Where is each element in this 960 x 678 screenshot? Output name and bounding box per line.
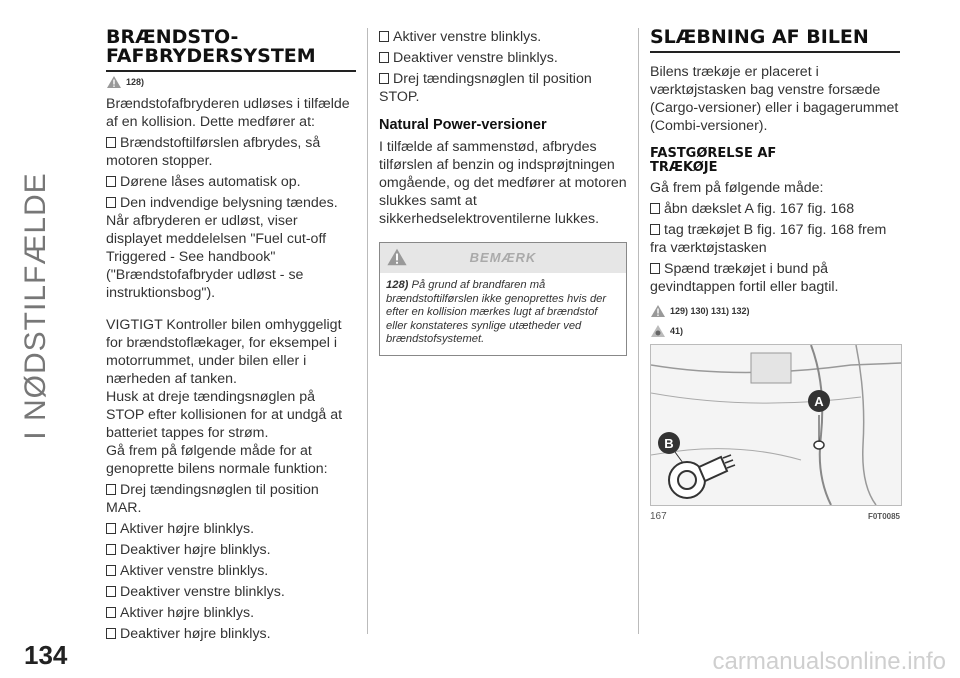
display-note: Når afbryderen er udløst, viser displayet meddelelsen "Fuel cut-off Triggered - See handbook" ("Brændstofafbryder udløst - se instruktionsbog"). [106,213,327,301]
warning-triangle-icon [650,304,666,318]
list-item: tag trækøjet B fig. 167 fig. 168 frem fra værktøjstasken [650,221,900,257]
tow-eye-heading: FASTGØRELSE AF TRÆKØJE [650,146,777,175]
note-text: På grund af brandfaren må brændstoftilførslen ikke genoprettes hvis der efter en kollision mærkes lugt af brændstof eller konstateres synlige utætheder ved brændstofsystemet. [386,279,607,345]
natural-power-heading: Natural Power-versioner [379,117,547,133]
figure-caption [650,508,900,526]
column-fuel-cutoff [106,28,356,646]
list-item: Aktiver venstre blinklys. [379,28,627,46]
list-item: Deaktiver højre blinklys. [106,541,356,559]
list-item: Brændstoftilførslen afbrydes, så motoren stopper. [106,134,356,170]
column-divider [638,28,639,634]
list-item: Drej tændingsnøglen til position STOP. [379,70,627,106]
list-item: Aktiver højre blinklys. [106,520,356,538]
warning-reference: 128) [106,75,356,89]
section-title: BRÆNDSTO- FAFBRYDERSYSTEM [106,28,356,72]
towing-title: SLÆBNING AF BILEN [650,28,900,53]
tow-eye-illustration [651,345,901,505]
caution-icon [650,324,666,338]
warning-references: 129) 130) 131) 132) [650,304,900,318]
warning-triangle-icon [386,247,408,267]
towing-intro: Bilens trækøje er placeret i værktøjstasken bag venstre forsæde (Cargo-versioner) eller i bagagerummet (Combi-versioner). [650,64,899,134]
tow-eye-figure [650,344,902,506]
list-item: Den indvendige belysning tændes. [106,194,356,212]
steps-intro: Gå frem på følgende måde: [650,180,824,196]
list-item: Dørene låses automatisk op. [106,173,356,191]
warning-triangle-icon [106,75,122,89]
chapter-sidebar [6,26,66,586]
remember-text: Husk at dreje tændingsnøglen på STOP efter kollisionen for at undgå at batteriet tappes for strøm. [106,389,343,441]
figure-label-b: B [664,436,674,451]
list-item: Drej tændingsnøglen til position MAR. [106,481,356,517]
page-number: 134 [24,640,68,670]
list-item: Deaktiver højre blinklys. [106,625,356,643]
note-body [380,273,626,355]
chapter-title: I NØDSTILFÆLDE [19,172,52,440]
note-box [379,242,627,356]
caution-references: 41) [650,324,900,338]
column-divider [367,28,368,634]
intro-text: Brændstofafbryderen udløses i tilfælde af en kollision. Dette medfører at: [106,96,350,130]
list-item: åbn dækslet A fig. 167 fig. 168 [650,200,900,218]
watermark: carmanualsonline.info [712,648,946,675]
natural-power-text: I tilfælde af sammenstød, afbrydes tilførslen af benzin og indsprøjtningen omgående, og det medfører at motoren slukkes samt at sikkerhedselektroventilerne lukkes. [379,139,627,227]
list-item: Aktiver venstre blinklys. [106,562,356,580]
figure-number: 167 [650,511,667,522]
restore-text: Gå frem på følgende måde for at genoprette bilens normale funktion: [106,443,328,477]
note-header [380,243,626,273]
column-towing [650,28,900,526]
list-item: Deaktiver venstre blinklys. [379,49,627,67]
list-item: Deaktiver venstre blinklys. [106,583,356,601]
note-ref: 128) [386,279,409,291]
figure-code: F0T0085 [867,512,900,521]
column-continued [379,28,627,356]
note-title: BEMÆRK [469,250,537,265]
important-text: VIGTIGT Kontroller bilen omhyggeligt for brændstoflækager, for eksempel i motorrummet, under bilen eller i nærheden af tanken. [106,317,342,387]
list-item: Spænd trækøjet i bund på gevindtappen fortil eller bagtil. [650,260,900,296]
list-item: Aktiver højre blinklys. [106,604,356,622]
figure-label-a: A [814,394,824,409]
